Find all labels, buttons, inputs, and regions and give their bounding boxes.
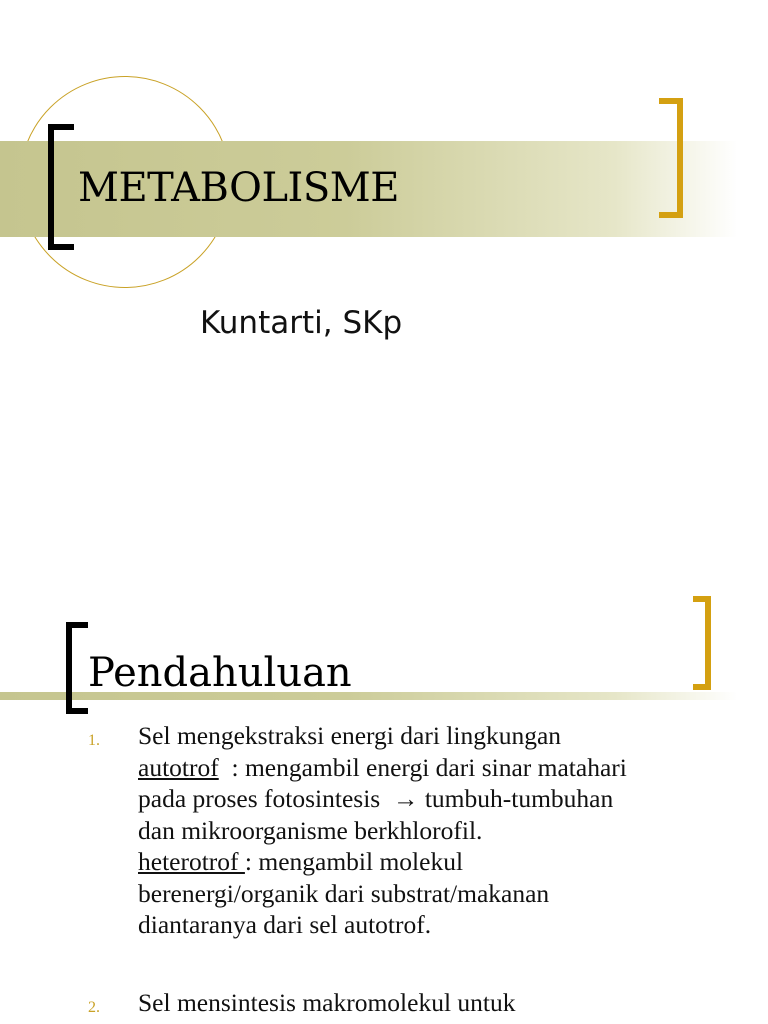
list-number: 1. bbox=[88, 732, 100, 749]
slide-author: Kuntarti, SKp bbox=[200, 305, 403, 341]
text-line: dan mikroorganisme berkhlorofil. bbox=[138, 815, 483, 845]
text-line: diantaranya dari sel autotrof. bbox=[138, 910, 432, 939]
text-line: berenergi/organik dari substrat/makanan bbox=[138, 878, 550, 908]
right-bracket-decoration bbox=[693, 596, 711, 690]
text-line: autotrof : mengambil energi dari sinar matahari bbox=[138, 752, 627, 782]
arrow-icon: → bbox=[392, 784, 419, 813]
slide-title: METABOLISME bbox=[78, 165, 399, 211]
list-text bbox=[138, 987, 758, 1019]
text-line: heterotrof : mengambil molekul bbox=[138, 847, 464, 876]
text-line: Sel mengekstraksi energi dari lingkungan bbox=[138, 721, 562, 750]
content-slide bbox=[0, 560, 768, 1024]
list-number: 2. bbox=[88, 999, 100, 1016]
left-bracket-decoration bbox=[66, 622, 88, 714]
right-bracket-decoration bbox=[659, 98, 683, 218]
term-heterotrof: heterotrof bbox=[138, 847, 245, 876]
slide-heading: Pendahuluan bbox=[88, 650, 352, 696]
list-text bbox=[138, 720, 758, 941]
term-autotrof: autotrof bbox=[138, 752, 219, 782]
text-line: pada proses fotosintesis → tumbuh-tumbuhan bbox=[138, 784, 614, 813]
left-bracket-decoration bbox=[48, 124, 74, 250]
text-line: Sel mensintesis makromolekul untuk bbox=[138, 988, 516, 1017]
